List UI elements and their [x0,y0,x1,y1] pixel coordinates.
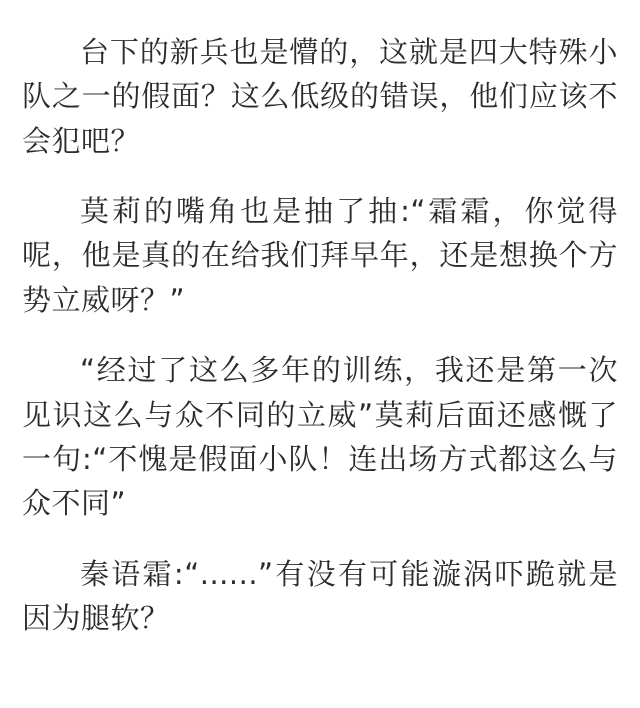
paragraph-2: 莫莉的嘴角也是抽了抽:“霜霜，你觉得呢，他是真的在给我们拜早年，还是想换个方势立威呀？” [22,194,618,317]
paragraph-4: 秦语霜:“......”有没有可能漩涡吓跪就是因为腿软？ [22,556,618,635]
paragraph-1: 台下的新兵也是懵的，这就是四大特殊小队之一的假面？这么低级的错误，他们应该不会犯吧？ [22,35,618,158]
paragraph-3: “经过了这么多年的训练，我还是第一次见识这么与众不同的立威”莫莉后面还感慨了一句:“不愧是假面小队！连出场方式都这么与众不同” [22,353,618,521]
